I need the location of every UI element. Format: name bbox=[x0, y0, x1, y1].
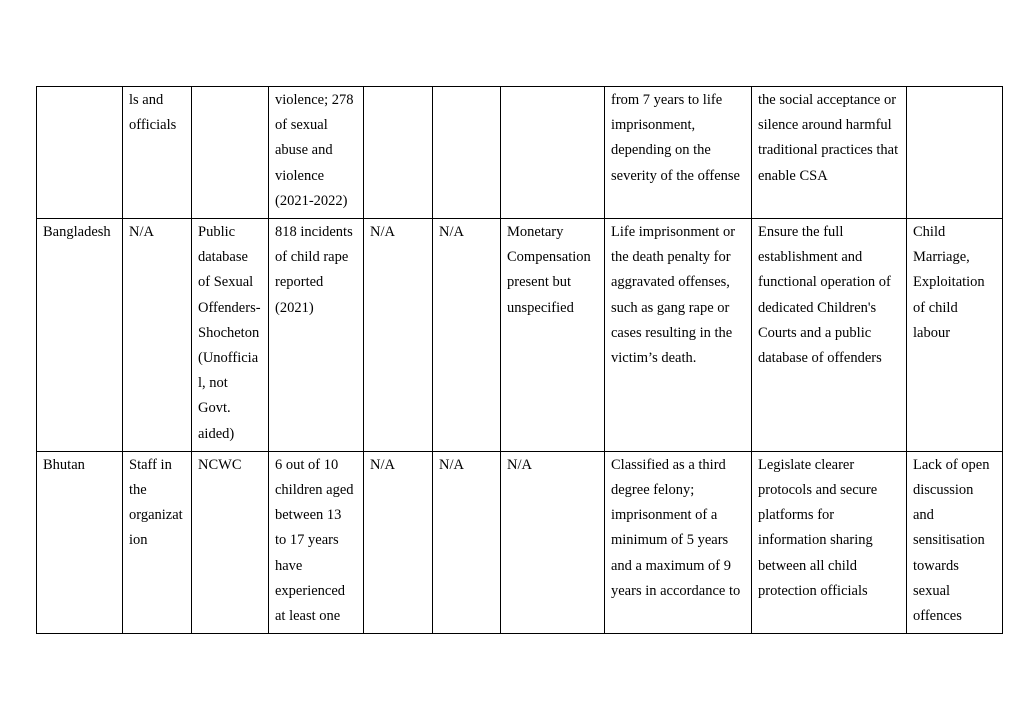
cell-reporting-staff: ls and officials bbox=[123, 87, 192, 219]
cell-reporting-staff: Staff in the organizat ion bbox=[123, 451, 192, 633]
cell-country bbox=[37, 87, 123, 219]
cell-col-6 bbox=[433, 87, 501, 219]
country-comparison-table bbox=[36, 86, 1003, 634]
table-row-bhutan bbox=[37, 451, 1003, 633]
cell-recommendations: Ensure the full establishment and functional operation of dedicated Children's Courts and a public database of offenders bbox=[752, 219, 907, 452]
cell-col-5: N/A bbox=[364, 451, 433, 633]
cell-offender-database: NCWC bbox=[192, 451, 269, 633]
cell-offender-database: Public database of Sexual Offenders- Shocheton (Unofficia l, not Govt. aided) bbox=[192, 219, 269, 452]
cell-country: Bangladesh bbox=[37, 219, 123, 452]
cell-punishment: Life imprisonment or the death penalty for aggravated offenses, such as gang rape or cases resulting in the victim’s death. bbox=[605, 219, 752, 452]
cell-col-6: N/A bbox=[433, 451, 501, 633]
cell-country: Bhutan bbox=[37, 451, 123, 633]
cell-compensation bbox=[501, 87, 605, 219]
cell-incidence-data: 818 incidents of child rape reported (2021) bbox=[269, 219, 364, 452]
cell-compensation: Monetary Compensation present but unspecified bbox=[501, 219, 605, 452]
cell-recommendations: the social acceptance or silence around harmful traditional practices that enable CSA bbox=[752, 87, 907, 219]
cell-offender-database bbox=[192, 87, 269, 219]
cell-col-5 bbox=[364, 87, 433, 219]
table-row-continued bbox=[37, 87, 1003, 219]
cell-related-issues: Child Marriage, Exploitation of child labour bbox=[907, 219, 1003, 452]
table-row-bangladesh bbox=[37, 219, 1003, 452]
cell-recommendations: Legislate clearer protocols and secure platforms for information sharing between all child protection officials bbox=[752, 451, 907, 633]
cell-punishment: Classified as a third degree felony; imprisonment of a minimum of 5 years and a maximum of 9 years in accordance to bbox=[605, 451, 752, 633]
cell-reporting-staff: N/A bbox=[123, 219, 192, 452]
cell-punishment: from 7 years to life imprisonment, depending on the severity of the offense bbox=[605, 87, 752, 219]
cell-incidence-data: violence; 278 of sexual abuse and violence (2021-2022) bbox=[269, 87, 364, 219]
cell-related-issues: Lack of open discussion and sensitisation towards sexual offences bbox=[907, 451, 1003, 633]
cell-compensation: N/A bbox=[501, 451, 605, 633]
cell-col-6: N/A bbox=[433, 219, 501, 452]
cell-col-5: N/A bbox=[364, 219, 433, 452]
cell-related-issues bbox=[907, 87, 1003, 219]
cell-incidence-data: 6 out of 10 children aged between 13 to 17 years have experienced at least one bbox=[269, 451, 364, 633]
